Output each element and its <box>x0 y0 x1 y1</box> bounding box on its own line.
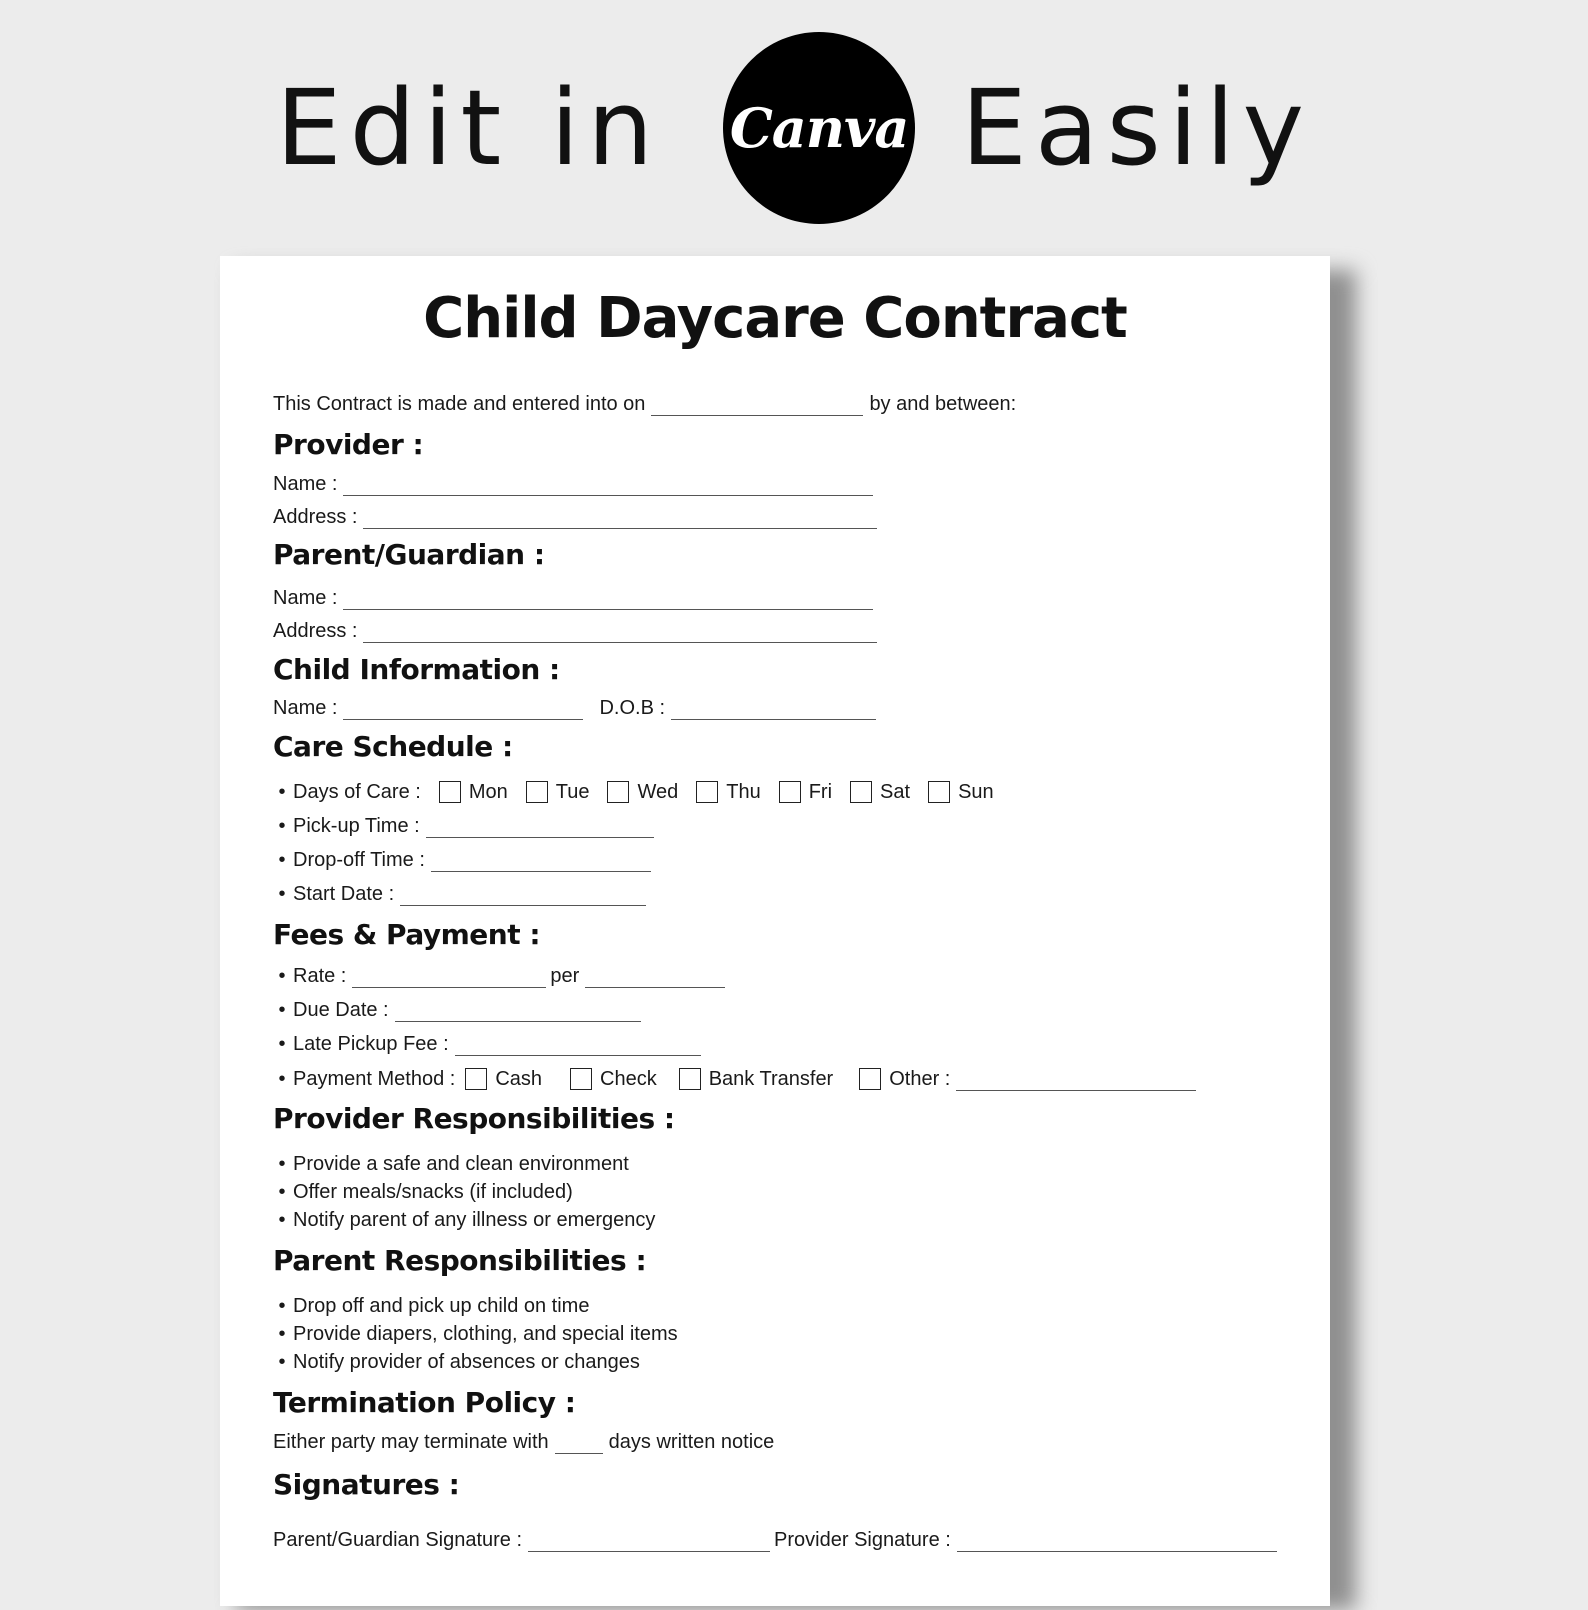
checkbox-tue[interactable] <box>526 781 548 803</box>
provider-signature-label: Provider Signature : <box>774 1529 951 1551</box>
late-fee-row <box>273 1026 701 1056</box>
parent-resp-text: Provide diapers, clothing, and special items <box>293 1323 678 1345</box>
bullet: • <box>278 1068 286 1090</box>
day-label-mon: Mon <box>468 781 508 803</box>
provider-resp-item <box>273 1202 655 1232</box>
parent-signature-field[interactable] <box>528 1529 770 1552</box>
provider-heading: Provider : <box>273 428 424 461</box>
provider-name-row <box>273 466 873 496</box>
parent-responsibilities-heading: Parent Responsibilities : <box>273 1244 647 1277</box>
dropoff-time-field[interactable] <box>431 849 651 872</box>
child-dob-label: D.O.B : <box>599 697 666 719</box>
provider-resp-text: Notify parent of any illness or emergency <box>293 1209 656 1231</box>
parent-address-field[interactable] <box>363 620 877 643</box>
provider-address-label: Address : <box>273 506 358 528</box>
bullet: • <box>278 1295 286 1317</box>
intro-line <box>273 386 1016 416</box>
provider-address-field[interactable] <box>363 506 877 529</box>
provider-resp-item <box>273 1174 573 1204</box>
parent-address-row <box>273 613 877 643</box>
parent-resp-text: Notify provider of absences or changes <box>293 1351 640 1373</box>
days-of-care-row <box>273 774 994 804</box>
promo-banner <box>0 28 1588 228</box>
day-label-thu: Thu <box>726 781 761 803</box>
pickup-time-row <box>273 808 654 838</box>
per-label: per <box>550 965 580 987</box>
rate-label: Rate : <box>293 965 347 987</box>
parent-resp-item <box>273 1344 640 1374</box>
checkbox-check[interactable] <box>570 1068 592 1090</box>
child-info-row <box>273 690 876 720</box>
checkbox-fri[interactable] <box>779 781 801 803</box>
contract-sheet <box>220 256 1330 1606</box>
days-of-care-label: Days of Care : <box>293 781 421 803</box>
fees-payment-heading: Fees & Payment : <box>273 918 541 951</box>
intro-text-before: This Contract is made and entered into on <box>273 393 646 415</box>
termination-text-after: days written notice <box>608 1431 775 1453</box>
bullet: • <box>278 1033 286 1055</box>
canva-logo-text: Canva <box>729 96 909 160</box>
pickup-time-field[interactable] <box>426 815 654 838</box>
signatures-heading: Signatures : <box>273 1468 460 1501</box>
provider-resp-text: Offer meals/snacks (if included) <box>293 1181 573 1203</box>
bullet: • <box>278 1181 286 1203</box>
termination-policy-heading: Termination Policy : <box>273 1386 576 1419</box>
start-date-label: Start Date : <box>293 883 395 905</box>
day-label-wed: Wed <box>637 781 679 803</box>
checkbox-other[interactable] <box>859 1068 881 1090</box>
bullet: • <box>278 1209 286 1231</box>
day-label-sun: Sun <box>958 781 994 803</box>
termination-text-before: Either party may terminate with <box>273 1431 549 1453</box>
document-title: Child Daycare Contract <box>423 286 1127 351</box>
late-fee-label: Late Pickup Fee : <box>293 1033 449 1055</box>
signatures-row <box>273 1522 1277 1552</box>
dropoff-time-label: Drop-off Time : <box>293 849 425 871</box>
due-date-label: Due Date : <box>293 999 389 1021</box>
bullet: • <box>278 883 286 905</box>
start-date-field[interactable] <box>400 883 646 906</box>
bullet: • <box>278 1323 286 1345</box>
contract-date-field[interactable] <box>651 393 863 416</box>
method-label-other: Other : <box>889 1068 951 1090</box>
day-label-sat: Sat <box>880 781 911 803</box>
method-label-bank-transfer: Bank Transfer <box>708 1068 834 1090</box>
checkbox-thu[interactable] <box>696 781 718 803</box>
provider-responsibilities-heading: Provider Responsibilities : <box>273 1102 675 1135</box>
parent-name-row <box>273 580 873 610</box>
checkbox-cash[interactable] <box>465 1068 487 1090</box>
parent-resp-item <box>273 1288 589 1318</box>
child-name-label: Name : <box>273 697 338 719</box>
method-label-check: Check <box>600 1068 657 1090</box>
notice-days-field[interactable] <box>555 1431 603 1454</box>
start-date-row <box>273 876 646 906</box>
child-information-heading: Child Information : <box>273 653 560 686</box>
provider-name-field[interactable] <box>343 473 873 496</box>
bullet: • <box>278 815 286 837</box>
provider-address-row <box>273 499 877 529</box>
checkbox-bank-transfer[interactable] <box>679 1068 701 1090</box>
bullet: • <box>278 781 286 803</box>
parent-resp-text: Drop off and pick up child on time <box>293 1295 590 1317</box>
checkbox-sun[interactable] <box>928 781 950 803</box>
dropoff-time-row <box>273 842 651 872</box>
provider-resp-text: Provide a safe and clean environment <box>293 1153 629 1175</box>
pickup-time-label: Pick-up Time : <box>293 815 420 837</box>
child-dob-field[interactable] <box>671 697 876 720</box>
checkbox-mon[interactable] <box>439 781 461 803</box>
checkbox-sat[interactable] <box>850 781 872 803</box>
child-name-field[interactable] <box>343 697 583 720</box>
provider-resp-item <box>273 1146 629 1176</box>
parent-resp-item <box>273 1316 678 1346</box>
day-label-tue: Tue <box>555 781 590 803</box>
bullet: • <box>278 999 286 1021</box>
payment-other-field[interactable] <box>956 1068 1196 1091</box>
canva-logo <box>723 32 915 224</box>
termination-row <box>273 1424 774 1454</box>
banner-edit-in-text: Edit in <box>275 67 662 189</box>
bullet: • <box>278 849 286 871</box>
payment-method-label: Payment Method : <box>293 1068 456 1090</box>
parent-name-label: Name : <box>273 587 338 609</box>
care-schedule-heading: Care Schedule : <box>273 730 513 763</box>
bullet: • <box>278 1351 286 1373</box>
intro-text-after: by and between: <box>869 393 1017 415</box>
parent-address-label: Address : <box>273 620 358 642</box>
provider-name-label: Name : <box>273 473 338 495</box>
due-date-field[interactable] <box>395 999 641 1022</box>
rate-period-field[interactable] <box>585 965 725 988</box>
rate-amount-field[interactable] <box>352 965 546 988</box>
payment-method-row <box>273 1061 1196 1091</box>
day-label-fri: Fri <box>808 781 833 803</box>
due-date-row <box>273 992 641 1022</box>
rate-row <box>273 958 725 988</box>
late-fee-field[interactable] <box>455 1033 701 1056</box>
parent-name-field[interactable] <box>343 587 873 610</box>
bullet: • <box>278 965 286 987</box>
parent-signature-label: Parent/Guardian Signature : <box>273 1529 523 1551</box>
parent-guardian-heading: Parent/Guardian : <box>273 538 545 571</box>
method-label-cash: Cash <box>495 1068 543 1090</box>
provider-signature-field[interactable] <box>957 1529 1277 1552</box>
checkbox-wed[interactable] <box>607 781 629 803</box>
banner-easily-text: Easily <box>961 67 1313 189</box>
bullet: • <box>278 1153 286 1175</box>
